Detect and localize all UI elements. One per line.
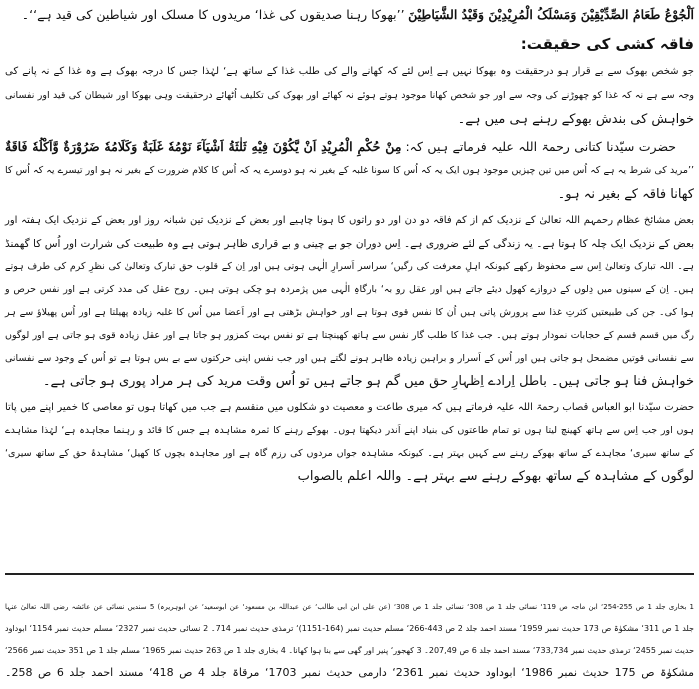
- footnote-line: مشکوٰۃ ص 175 حدیث نمبر 1986‘ ابوداود حدیث نمبر 2361‘ دارمی حدیث نمبر 1703‘ مرقاۃ جلد 4 ص 418‘ مسند احمد جلد 6 ص 258۔: [5, 666, 694, 679]
- body-line: ہے۔ اللہ تبارک وتعالیٰ اِس سے محفوظ رکھے کیونکہ اہلِ معرفت کی رگیں‘ سراسر اَسرارِ الٰہی ہوتی ہیں اور اِن کے قلوب حق تبارک وتعالیٰ کی نظرِ کرم کی طرف ہوتے: [5, 261, 694, 272]
- body-line: سے نفسانی قوتیں مضمحل ہو جاتی ہیں اور اُس کے اَسرار و براہین زیادہ ظاہر ہونے لگتے ہیں اور جب نفس اپنی حرکتوں سے بے بس ہوتا ہے تو اُس کے وجود سے نفسانی: [5, 353, 694, 364]
- quote-arabic: مِنْ حُکْمِ الْمُرِيْدِ اَنْ يَّکُوْنَ فِيْهِ ثَلٰثَةُ اَشْيَآءَ نَوْمُهٗ غَلَبَةٌ وَكَلَامُهٗ ضَرُوْرَةٌ وَّاَكْلُهٗ فَاقَةٌ: [5, 139, 402, 154]
- quote-intro: حضرت سیّدنا کتانی رحمۃ اللہ علیہ فرماتے ہیں کہ:: [405, 139, 677, 154]
- body-line: کے ساتھ سیری‘ مجاہدے کے ساتھ بھوکے رہنے سے کہیں بہتر ہے۔ کیونکہ مشاہدہ جواں مردوں کی رزم گاہ ہے اور مجاہدہ بچوں کا کھیل‘ مشاہدۂ حق کے ساتھ سیری‘: [5, 448, 694, 459]
- title-translation: ’’بھوکا رہنا صدیقوں کی غذا‘ مریدوں کا مسلک اور شیاطین کی قید ہے‘‘۔: [21, 7, 405, 22]
- body-line: خواہش کی بندش بھوکے رہنے ہی میں ہے۔: [457, 112, 694, 127]
- body-line: خواہش فنا ہو جاتی ہیں۔ باطل اِرادے اِظہارِ حق میں گم ہو جاتے ہیں تو اُس وقت مرید کی ہر مراد پوری ہو جاتی ہے۔: [42, 374, 694, 389]
- body-line: ہوں اور جب اِس سے ہاتھ کھینچ لیتا ہوں تو تمام طاعتوں کی بنیاد اپنے اَندر دیکھتا ہوں۔ بھوکے رہنے کا ثمرہ مشاہدہ ہے جس کا قائد و رہنما مجاہدہ ہے‘ لہٰذا مشاہدے: [5, 425, 694, 436]
- footnote-line: حدیث نمبر 2455‘ ترمذی حدیث نمبر 733,734‘ مسند احمد جلد 6 ص 207,49۔ 3 کھجور‘ پنیر اور گھی سے بنا ہوا کھانا۔ 4 بخاری جلد 1 ص 263 حدیث نمبر 1965‘ مسلم جلد 1 ص 351 حدیث نمبر 2566‘: [5, 646, 695, 655]
- body-line: ہوا کی۔ جن کی طبیعتیں کثرتِ غذا سے پرورش پاتی ہیں اُن کا نفس قوی ہوتا ہے اور خواہش بڑھتی ہے اور اَعضا میں اُس کا غلبہ زیادہ پھیلتا ہے اور اُس پھیلاؤ سے ہر: [5, 307, 694, 318]
- quote-line: [5, 137, 694, 158]
- footnote-line: 1 بخاری جلد 1 ص 255-254‘ ابن ماجہ ص 119‘ نسائی جلد 1 ص 308‘ نسائی جلد 1 ص 308‘ (عن علی ابن ابی طالب‘ عن عبداللہ بن مسعود‘ عن ابوسعید‘ عن ابوہریرہ) 5 سندیں نسائی عن عائشہ رضی اللہ تعالیٰ عنہا: [5, 603, 694, 611]
- quote-translation-line: ’’مرید کی شرط یہ ہے کہ اُس میں تین چیزیں موجود ہوں ایک یہ کہ اُس کا سونا غلبہ کے بغیر نہ ہو دوسرے یہ کہ اُس کا کلام ضرورت کے بغیر نہ ہو اور تیسرے یہ کہ اُس کا: [5, 165, 694, 176]
- body-line: حضرت سیّدنا ابو العباس قصاب رحمۃ اللہ علیہ فرماتے ہیں کہ میری طاعت و معصیت دو شکلوں میں منقسم ہے جب میں کھاتا ہوں تو معاصی کا خمیر اپنے میں پاتا: [5, 402, 694, 413]
- title-arabic: اَلْجُوْعُ طَعَامُ الصِّدِّيْقِيْنَ وَمَسْلَکُ الْمُرِيْدِيْنَ وَقَيْدُ الشَّيَاطِيْنَ: [408, 7, 694, 22]
- body-line: ہیں۔ اِن کے سینوں میں دِلوں کے دروازے کھول دیئے جاتے ہیں اور عقل رو بہ‘ بارگاہِ الٰہی میں پژمردہ ہو چکی ہوتی ہیں۔ روح عقل کی مدد کرتی ہے اور نفس حرص و: [5, 284, 694, 295]
- body-line: لوگوں کے مشاہدہ کے ساتھ بھوکے رہنے سے بہتر ہے۔ واللہ اعلم بالصواب: [297, 469, 694, 484]
- body-line: بعض مشائخ عظام رحمہم اللہ تعالیٰ کے نزدیک کم از کم فاقہ دو دن اور دو راتوں کا ہونا چاہیے اور بعض کے نزدیک تین شبانہ روز اور بعض کے نزدیک ایک ہفتہ اور: [5, 215, 694, 226]
- body-line: رگ میں قسم قسم کے حجابات نمودار ہوتے ہیں۔ جب غذا کا طلب گار نفس سے ہاتھ کھینچتا ہے تو نفس بہت کمزور ہو جاتا ہے اور عقل زیادہ قوی ہو جاتی ہے اور لوگوں: [5, 330, 694, 341]
- title-line: [5, 5, 694, 26]
- footnote-divider: [5, 573, 694, 575]
- quote-translation-line: کھانا فاقہ کے بغیر نہ ہو۔: [557, 187, 694, 202]
- body-line: جو شخص بھوک سے بے قرار ہو درحقیقت وہ بھوکا نہیں ہے اِس لئے کہ کھانے والے کی طلب غذا کے ساتھ ہے‘ لہٰذا جس کا درجہ بھوک ہے وہ غذا کے نہ پانے کی: [5, 66, 694, 77]
- body-line: وجہ سے ہے نہ کہ غذا کو چھوڑنے کی وجہ سے اور جو شخص کھانا موجود ہوتے ہوئے نہ کھائے اور بھوک کی تکلیف اُٹھائے درحقیقت وہی بھوکا اور شیطان کی قید اور نفسانی: [5, 90, 694, 101]
- body-line: بعض کے نزدیک ایک چلہ کا ہوتا ہے۔ یہ زندگی کے لئے ضروری ہے۔ اِس دوران جو بے چینی و بے قراری ظاہر ہوتی ہے وہ طبیعت کی شرارت اور اُس کا گھمنڈ: [5, 238, 694, 250]
- section-heading: فاقہ کشی کی حقیقت:: [520, 35, 694, 53]
- footnote-line: جلد 1 ص 311‘ مشکوٰۃ ص 173 حدیث نمبر 1959‘ مسند احمد جلد 2 ص 443-266‘ مسلم حدیث نمبر (164-1151)‘ ترمذی حدیث نمبر 714۔ 2 نسائی حدیث نمبر 2327‘ مسلم حدیث نمبر 1154‘ ابوداود: [5, 624, 694, 633]
